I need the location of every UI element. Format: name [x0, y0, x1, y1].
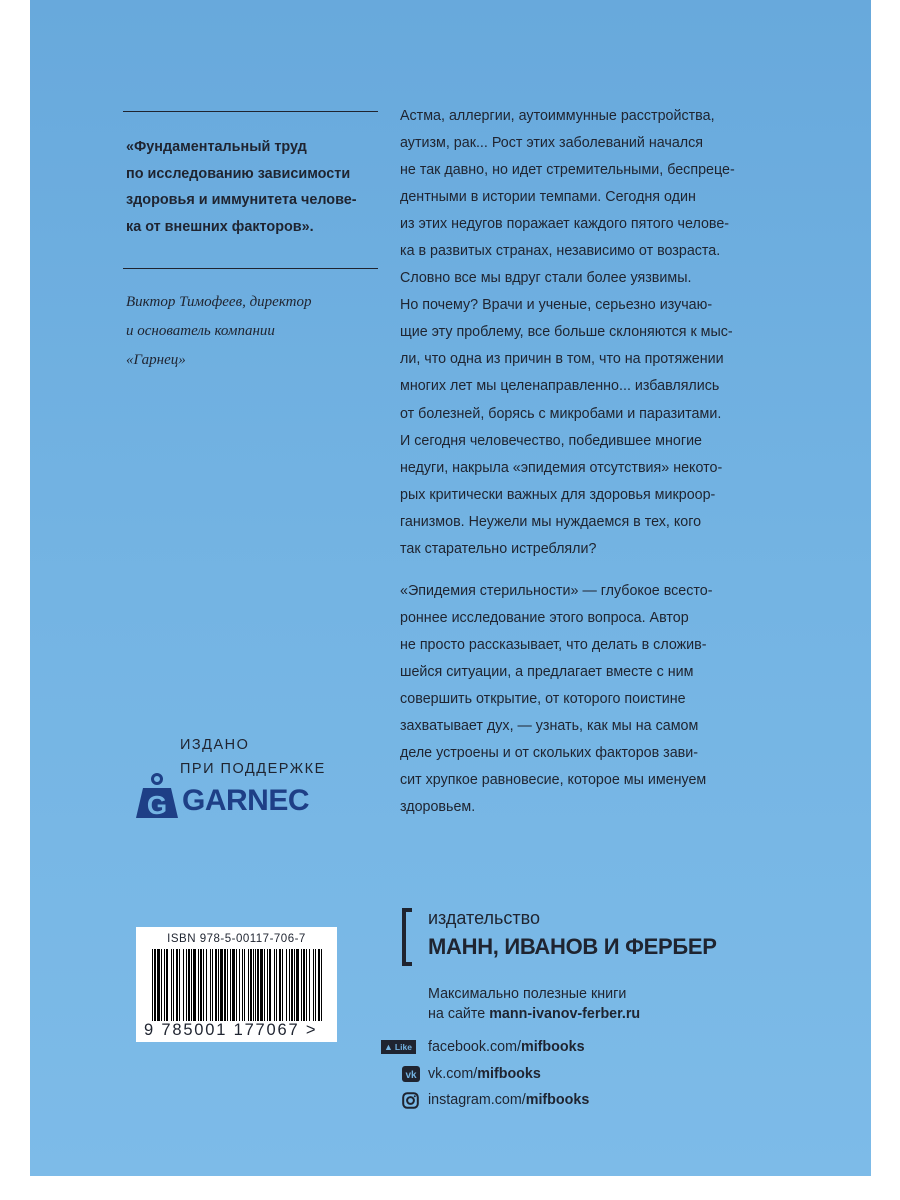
barcode-bar: [164, 949, 165, 1021]
attribution-line: «Гарнец»: [126, 352, 186, 368]
isbn-label: ISBN 978-5-00117-706-7: [167, 933, 306, 945]
tagline-prefix: на сайте: [428, 1006, 490, 1022]
publisher-site-link[interactable]: mann-ivanov-ferber.ru: [489, 1006, 641, 1022]
text-line: ка в развитых странах, независимо от возраста.: [400, 243, 721, 260]
barcode-bar: [294, 949, 295, 1021]
book-back-cover: [30, 0, 871, 1176]
barcode-bars: [152, 949, 324, 1021]
barcode-bar: [291, 949, 293, 1021]
barcode-bar: [186, 949, 187, 1021]
garnec-weight-icon: [135, 772, 179, 820]
text-line: многих лет мы целенаправленно... избавлялись: [400, 378, 720, 395]
text-line: захватывает дух, — узнать, как мы на самом: [400, 718, 699, 735]
attribution-line: Виктор Тимофеев, директор: [126, 294, 312, 310]
social-handle: mifbooks: [477, 1066, 541, 1082]
barcode-bar: [154, 949, 156, 1021]
text-line: Но почему? Врачи и ученые, серьезно изучаю-: [400, 297, 713, 314]
barcode-bar: [282, 949, 283, 1021]
quote-line: здоровья и иммунитета челове-: [126, 192, 357, 208]
isbn-digits: 9 785001 177067 >: [144, 1021, 318, 1039]
text-line: ли, что одна из причин в том, что на протяжении: [400, 351, 724, 368]
quote-line: по исследованию зависимости: [126, 165, 351, 182]
barcode-bar: [157, 949, 160, 1021]
barcode-bar: [220, 949, 223, 1021]
barcode-bar: [250, 949, 252, 1021]
barcode-bar: [313, 949, 314, 1021]
barcode-bar: [212, 949, 213, 1021]
garnec-wordmark: GARNEC: [182, 784, 310, 817]
social-prefix: instagram.com/: [428, 1092, 526, 1108]
barcode-bar: [161, 949, 162, 1021]
vk-icon: [402, 1065, 420, 1083]
facebook-like-icon: ▲ Like: [380, 1038, 416, 1056]
barcode-bar: [232, 949, 235, 1021]
barcode-bar: [210, 949, 211, 1021]
barcode-bar: [236, 949, 237, 1021]
barcode-bar: [188, 949, 190, 1021]
barcode-bar: [198, 949, 199, 1021]
publisher-name: МАНН, ИВАНОВ И ФЕРБЕР: [428, 934, 717, 959]
barcode-bar: [193, 949, 196, 1021]
barcode-bar: [286, 949, 287, 1021]
barcode-bar: [248, 949, 249, 1021]
isbn-barcode: [136, 927, 337, 1042]
barcode-bar: [191, 949, 192, 1021]
barcode-bar: [306, 949, 307, 1021]
barcode-bar: [152, 949, 153, 1021]
barcode-bar: [176, 949, 178, 1021]
social-handle: mifbooks: [525, 1092, 590, 1108]
text-line: не просто рассказывает, что делать в сложив-: [400, 637, 707, 654]
barcode-bar: [224, 949, 226, 1021]
text-line: так старательно истребляли?: [400, 540, 597, 557]
text-line: не так давно, но идет стремительными, беспреце-: [400, 162, 735, 179]
barcode-bar: [203, 949, 204, 1021]
quote-attribution: [126, 288, 378, 375]
description-paragraph-1: [400, 103, 780, 563]
text-line: шейся ситуации, а предлагает вместе с ним: [400, 664, 694, 681]
text-line: Словно все мы вдруг стали более уязвимы.: [400, 270, 692, 287]
tagline-line-2: [428, 1004, 640, 1024]
social-handle: mifbooks: [520, 1039, 585, 1055]
barcode-bar: [267, 949, 268, 1021]
instagram-icon: [402, 1091, 419, 1109]
barcode-bar: [289, 949, 290, 1021]
barcode-bar: [179, 949, 180, 1021]
attribution-line: и основатель компании: [126, 323, 275, 339]
description-paragraph-2: [400, 578, 780, 821]
text-line: аутизм, рак... Рост этих заболеваний начался: [400, 135, 704, 152]
quote-top-rule: [123, 111, 378, 112]
text-line: совершить открытие, от которого поистине: [400, 691, 686, 708]
barcode-bar: [253, 949, 254, 1021]
barcode-bar: [321, 949, 322, 1021]
barcode-bar: [171, 949, 172, 1021]
barcode-bar: [318, 949, 320, 1021]
barcode-bar: [244, 949, 245, 1021]
barcode-bar: [309, 949, 310, 1021]
barcode-bar: [296, 949, 299, 1021]
text-line: рых критически важных для здоровья микроор-: [400, 486, 716, 503]
barcode-bar: [166, 949, 168, 1021]
barcode-bar: [260, 949, 263, 1021]
sponsor-caption-line-1: ИЗДАНО: [180, 737, 250, 753]
text-line: роннее исследование этого вопроса. Автор: [400, 610, 689, 627]
barcode-bar: [227, 949, 228, 1021]
publisher-bracket: [402, 908, 412, 966]
barcode-bar: [173, 949, 174, 1021]
text-line: И сегодня человечество, победившее многие: [400, 432, 703, 449]
barcode-bar: [301, 949, 302, 1021]
garnec-logo: [135, 772, 325, 820]
barcode-bar: [230, 949, 231, 1021]
text-line: деле устроены и от скольких факторов зави-: [400, 745, 699, 762]
text-line: щие эту проблему, все больше склоняются к мыс-: [400, 324, 733, 341]
quote-line: ка от внешних факторов».: [126, 218, 314, 235]
text-line: недуги, накрыла «эпидемия отсутствия» некото-: [400, 459, 723, 476]
barcode-bar: [274, 949, 275, 1021]
barcode-bar: [206, 949, 207, 1021]
quote-bottom-rule: [123, 268, 378, 269]
barcode-bar: [255, 949, 256, 1021]
barcode-bar: [303, 949, 305, 1021]
tagline-line-1: Максимально полезные книги: [428, 986, 627, 1002]
svg-text:vk: vk: [405, 1070, 417, 1081]
text-line: сит хрупкое равновесие, которое мы именуем: [400, 772, 707, 789]
barcode-bar: [276, 949, 277, 1021]
text-line: здоровьем.: [400, 799, 476, 816]
barcode-bar: [200, 949, 202, 1021]
barcode-bar: [269, 949, 271, 1021]
text-line: дентными в истории темпами. Сегодня один: [400, 189, 696, 206]
social-prefix: vk.com/: [428, 1066, 478, 1082]
quote-line: «Фундаментальный труд: [126, 139, 307, 155]
barcode-bar: [279, 949, 281, 1021]
text-line: ганизмов. Неужели мы нуждаемся в тех, кого: [400, 513, 702, 530]
barcode-bar: [315, 949, 316, 1021]
social-prefix: facebook.com/: [428, 1039, 521, 1055]
barcode-bar: [257, 949, 259, 1021]
barcode-bar: [183, 949, 184, 1021]
text-line: от болезней, борясь с микробами и паразитами.: [400, 405, 722, 422]
publisher-prefix: издательство: [428, 908, 540, 928]
barcode-bar: [218, 949, 219, 1021]
text-line: Астма, аллергии, аутоиммунные расстройства,: [400, 108, 715, 124]
barcode-bar: [239, 949, 240, 1021]
barcode-bar: [264, 949, 265, 1021]
text-line: из этих недугов поражает каждого пятого челове-: [400, 216, 730, 233]
barcode-bar: [215, 949, 217, 1021]
publisher-tagline: [428, 984, 640, 1024]
text-line: «Эпидемия стерильности» — глубокое всесто-: [400, 583, 713, 599]
sponsor-caption-line-2: ПРИ ПОДДЕРЖКЕ: [180, 761, 326, 777]
endorsement-quote: [126, 134, 378, 240]
barcode-bar: [242, 949, 243, 1021]
svg-text:G: G: [146, 790, 168, 820]
